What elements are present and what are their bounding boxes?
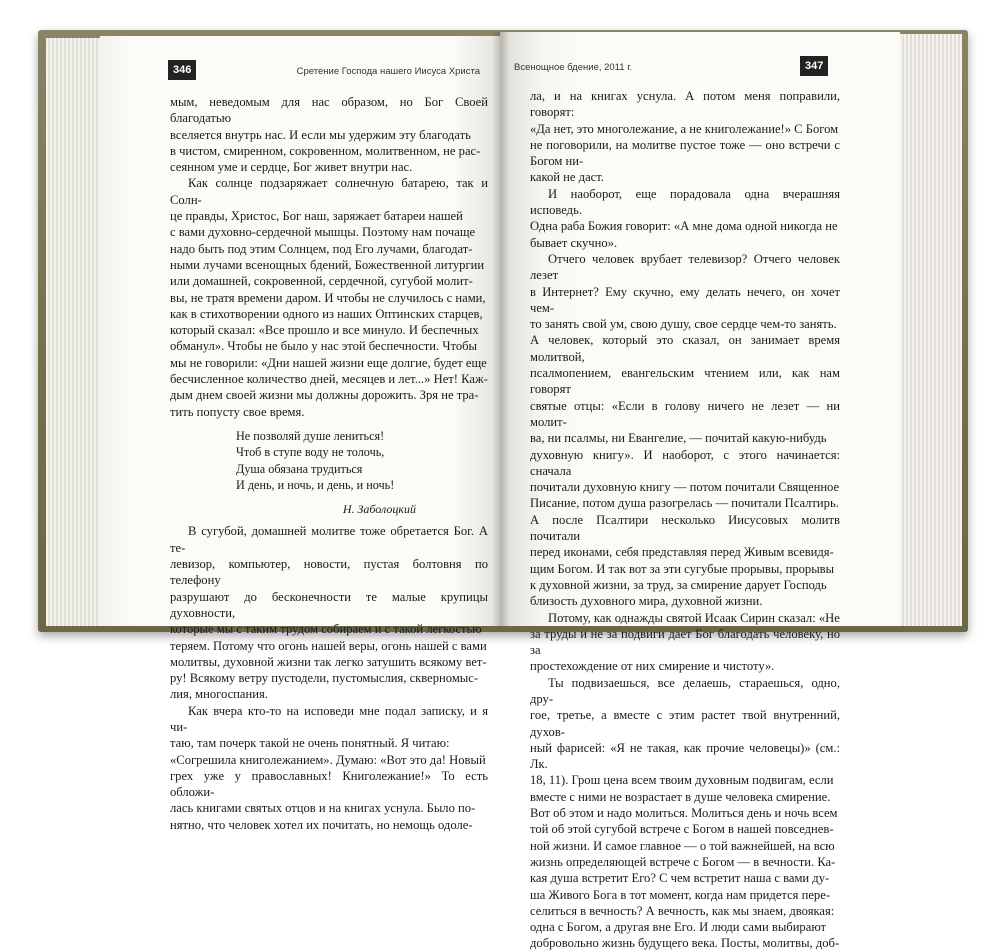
text-line: левизор, компьютер, новости, пустая болтовня по телефону (170, 557, 488, 588)
page-block-edge-right (896, 34, 962, 626)
text-line: В сугубой, домашней молитве тоже обретается Бог. А те- (170, 524, 488, 555)
text-line: ша Живого Бога в тот момент, когда нам придется пере- (530, 887, 831, 902)
text-line: простехождение от них смирение и чистоту». (530, 659, 775, 674)
right-page-paragraphs (530, 88, 840, 952)
text-line: А человек, который это сказал, он занимает время молитвой, (530, 333, 840, 364)
text-line: в Интернет? Ему скучно, ему делать нечего, он хочет чем- (530, 284, 840, 315)
page-number-right: 347 (800, 56, 828, 76)
text-line: вместе с ними не возрастает в душе человека смирение. (530, 789, 831, 804)
text-line: то занять свой ум, свою душу, свое сердце чем-то занять. (530, 317, 837, 332)
text-line: той об этой сугубой встрече с Богом в нашей повседнев- (530, 822, 834, 837)
text-line: 18, 11). Грош цена всем твоим духовным подвигам, если (530, 773, 834, 788)
text-line: нятно, что человек хотел их почитать, но немощь одоле- (170, 817, 473, 832)
text-line: ва, ни псалмы, ни Евангелие, — почитай какую-нибудь (530, 431, 827, 446)
text-line: которые мы с таким трудом собираем и с такой легкостью (170, 622, 482, 637)
page-number-left: 346 (168, 60, 196, 80)
text-line: добровольно жизнь будущего века. Посты, молитвы, доб- (530, 936, 840, 951)
text-line: гое, третье, а вместе с этим растет твой внутренний, духов- (530, 708, 840, 739)
text-line: дым днем своей жизни мы должны дорожить. Зря не тра- (170, 388, 479, 403)
text-line: Ты подвизаешься, все делаешь, стараешься, одно, дру- (530, 675, 840, 706)
left-page (100, 36, 500, 832)
text-line: в чистом, смиренном, сокровенном, молитвенном, не рас- (170, 143, 481, 158)
text-line: ру! Всякому ветру пустодели, пустомыслия, скверномыс- (170, 671, 479, 686)
text-line: Потому, как однажды святой Исаак Сирин сказал: «Не (548, 610, 840, 625)
text-line: Как вчера кто-то на исповеди мне подал записку, и я чи- (170, 703, 488, 734)
text-line: сеянном уме и сердце, Бог живет внутри нас. (170, 160, 413, 175)
text-line: щим Богом. И так вот за эти сугубые прорывы, прорывы (530, 561, 835, 576)
text-line: ной жизни. И самое главное — о той важнейшей, на всю (530, 838, 835, 853)
text-line: таю, там почерк такой не очень понятный. Я читаю: (170, 736, 450, 751)
right-page-text (530, 88, 840, 952)
text-line: Одна раба Божия говорит: «А мне дома одной никогда не (530, 219, 838, 234)
text-line: вселяется внутрь нас. И если мы удержим эту благодать (170, 127, 471, 142)
text-line: обманул». Чтобы не было у нас этой беспечности. Чтобы (170, 339, 478, 354)
running-head-right-text: Всенощное бдение, 2011 г. (514, 61, 633, 73)
text-line: как в стихотворении одного из наших Оптинских старцев, (170, 306, 483, 321)
text-line: духовную книгу». И наоборот, с этого начинается: сначала (530, 447, 840, 478)
text-line: тить попусту свое время. (170, 404, 305, 419)
text-line: жизнь определяющей встрече с Богом — в вечности. Ка- (530, 854, 836, 869)
text-line: ла, и на книгах уснула. А потом меня поправили, говорят: (530, 89, 840, 120)
text-line: за труды и не за подвиги дает Бог благодать человеку, но за (530, 626, 840, 658)
text-line: близость духовного мира, духовной жизни. (530, 594, 763, 609)
text-line: вы, не тратя времени даром. И чтобы не случилось с нами, (170, 290, 486, 305)
text-line: Чтоб в ступе воду не толочь, (236, 445, 385, 460)
text-line: «Согрешила книголежанием». Думаю: «Вот это да! Новый (170, 752, 486, 767)
poem-author: Н. Заболоцкий (342, 502, 416, 517)
text-line: псалмопением, евангельским чтением или, как нам говорят (530, 366, 840, 397)
running-head-right (512, 56, 848, 78)
book-gutter (492, 32, 510, 626)
text-line: не поговорили, на молитве пустое тоже — оно встречи с Богом ни- (530, 137, 840, 169)
text-line: разрушают до бесконечности те малые крупицы духовности, (170, 589, 488, 620)
text-line: молитвы, духовной жизни так легко затушить всякому вет- (170, 654, 487, 669)
running-head-left (168, 60, 484, 82)
text-line: Не позволяй душе лениться! (236, 428, 385, 443)
text-line: который сказал: «Все прошло и все минуло. И беспечных (170, 323, 479, 338)
text-line: к духовной жизни, за труд, за смирение дарует Господь (530, 577, 827, 592)
text-line: или домашней, сокровенной, сердечной, сугубой молит- (170, 274, 473, 289)
text-line: бесчисленное количество дней, месяцев и лет...» Нет! Каж- (170, 372, 488, 387)
text-line: Отчего человек врубает телевизор? Отчего человек лезет (530, 251, 840, 283)
text-line: ный фарисей: «Я не такая, как прочие человецы)» (см.: Лк. (530, 740, 840, 772)
text-line: с вами духовно-сердечной мышцы. Поэтому нам почаще (170, 225, 476, 240)
text-line: святые отцы: «Если в голову ничего не лезет — ни молит- (530, 398, 840, 429)
text-line: теряем. Потому что огонь нашей веры, огонь нашей с вами (170, 638, 487, 653)
text-line: какой не даст. (530, 170, 604, 185)
text-line: Как солнце подзаряжает солнечную батарею, так и Солн- (170, 176, 488, 207)
text-line: це правды, Христос, Бог наш, заряжает батареи нашей (170, 209, 463, 224)
text-line: перед иконами, себя представляя перед Живым всевидя- (530, 545, 834, 560)
text-line: Писание, потом душа разогрелась — почитали Псалтирь. (530, 496, 839, 511)
page-block-edge-left (46, 38, 104, 626)
text-line: лась книгами святых отцов и на книгах уснула. Было по- (170, 801, 476, 816)
text-line: ными лучами всенощных бдений, Божественной литургии (170, 257, 485, 272)
text-line: одна с Богом, а другая вне Его. И люди сами выбирают (530, 920, 827, 935)
text-line: «Да нет, это многолежание, а не книголежание!» С Богом (530, 121, 839, 136)
text-line: И день, и ночь, и день, и ночь! (236, 477, 395, 492)
left-page-paragraphs-after (170, 523, 488, 833)
poem (236, 428, 488, 493)
left-page-text (170, 94, 488, 833)
right-page (500, 32, 900, 951)
text-line: кая душа встретит Его? С чем встретит наша с вами ду- (530, 871, 830, 886)
text-line: надо быть под этим Солнцем, под Его лучами, благодат- (170, 241, 473, 256)
text-line: лия, многоспания. (170, 687, 268, 702)
text-line: мым, неведомым для нас образом, но Бог Своей благодатью (170, 95, 488, 126)
text-line: Душа обязана трудиться (236, 461, 363, 476)
text-line: И наоборот, еще порадовала одна вчерашняя исповедь. (530, 186, 840, 218)
text-line: мы не говорили: «Дни нашей жизни еще долгие, будет еще (170, 355, 487, 370)
running-head-left-text: Сретение Господа нашего Иисуса Христа (296, 65, 480, 77)
text-line: бывает скучно». (530, 235, 618, 250)
text-line: грех уже у православных! Книголежание!» То есть обложи- (170, 768, 488, 800)
left-page-paragraphs (170, 94, 488, 420)
text-line: Вот об этом и надо молиться. Молиться день и ночь всем (530, 806, 838, 821)
text-line: А после Псалтири несколько Иисусовых молитв почитали (530, 512, 840, 544)
text-line: почитали духовную книгу — потом почитали Священное (530, 480, 840, 495)
text-line: селиться в вечность? А вечность, как мы знаем, двоякая: (530, 903, 835, 918)
